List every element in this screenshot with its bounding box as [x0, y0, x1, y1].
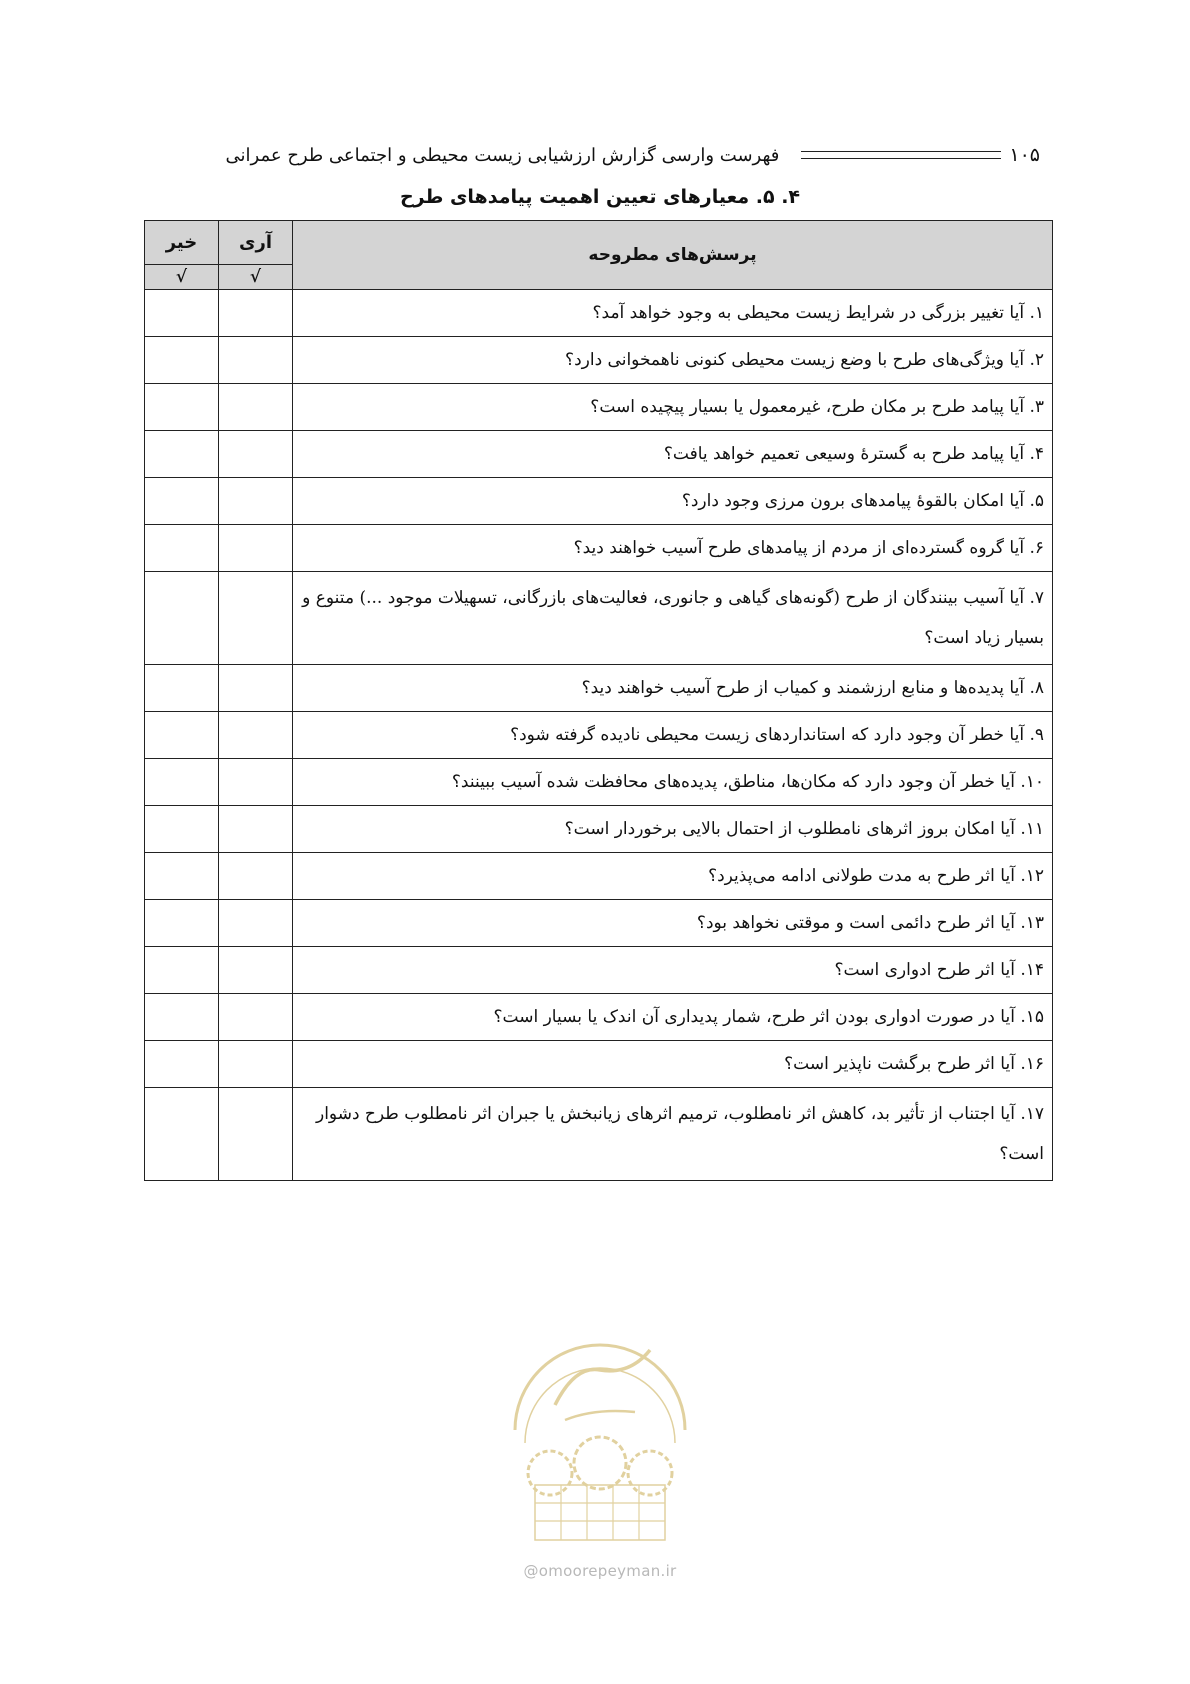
no-answer-cell[interactable]	[145, 478, 219, 525]
yes-answer-cell[interactable]	[219, 525, 293, 572]
section-title: ۴. ۵. معیارهای تعیین اهمیت پیامدهای طرح	[399, 186, 801, 208]
yes-answer-cell[interactable]	[219, 1041, 293, 1088]
yes-answer-cell[interactable]	[219, 384, 293, 431]
question-text: ۴. آیا پیامد طرح به گسترۀ وسیعی تعمیم خواهد یافت؟	[293, 431, 1053, 478]
page-number: ۱۰۵	[1009, 144, 1040, 166]
no-header: خیر	[145, 221, 219, 265]
question-text: ۱۶. آیا اثر طرح برگشت ناپذیر است؟	[293, 1041, 1053, 1088]
no-check-mark: √	[145, 264, 219, 289]
yes-header: آری	[219, 221, 293, 265]
question-text: ۱۳. آیا اثر طرح دائمی است و موقتی نخواهد بود؟	[293, 900, 1053, 947]
no-answer-cell[interactable]	[145, 806, 219, 853]
yes-answer-cell[interactable]	[219, 712, 293, 759]
no-answer-cell[interactable]	[145, 384, 219, 431]
yes-answer-cell[interactable]	[219, 572, 293, 665]
yes-answer-cell[interactable]	[219, 665, 293, 712]
table-row	[145, 478, 1053, 525]
table-row	[145, 665, 1053, 712]
omoorepeyman-logo-watermark	[495, 1325, 705, 1555]
yes-answer-cell[interactable]	[219, 290, 293, 337]
no-answer-cell[interactable]	[145, 572, 219, 665]
no-answer-cell[interactable]	[145, 1088, 219, 1181]
yes-answer-cell[interactable]	[219, 947, 293, 994]
no-answer-cell[interactable]	[145, 431, 219, 478]
yes-answer-cell[interactable]	[219, 431, 293, 478]
no-answer-cell[interactable]	[145, 1041, 219, 1088]
yes-answer-cell[interactable]	[219, 1088, 293, 1181]
header-rule	[801, 151, 1001, 159]
page-header	[160, 140, 1040, 170]
yes-answer-cell[interactable]	[219, 900, 293, 947]
running-title: فهرست وارسی گزارش ارزشیابی زیست محیطی و اجتماعی طرح عمرانی	[225, 144, 780, 166]
no-answer-cell[interactable]	[145, 712, 219, 759]
table-row	[145, 525, 1053, 572]
question-text: ۱۱. آیا امکان بروز اثرهای نامطلوب از احتمال بالایی برخوردار است؟	[293, 806, 1053, 853]
no-answer-cell[interactable]	[145, 525, 219, 572]
no-answer-cell[interactable]	[145, 947, 219, 994]
no-answer-cell[interactable]	[145, 337, 219, 384]
table-row	[145, 947, 1053, 994]
table-row	[145, 290, 1053, 337]
no-answer-cell[interactable]	[145, 759, 219, 806]
table-row	[145, 806, 1053, 853]
question-text: ۷. آیا آسیب بینندگان از طرح (گونه‌های گیاهی و جانوری، فعالیت‌های بازرگانی، تسهیلات موجود ...) متنوع و بسیار زیاد است؟	[293, 572, 1053, 665]
question-text: ۲. آیا ویژگی‌های طرح با وضع زیست محیطی کنونی ناهمخوانی دارد؟	[293, 337, 1053, 384]
table-row	[145, 431, 1053, 478]
table-row	[145, 994, 1053, 1041]
no-answer-cell[interactable]	[145, 853, 219, 900]
question-text: ۳. آیا پیامد طرح بر مکان طرح، غیرمعمول یا بسیار پیچیده است؟	[293, 384, 1053, 431]
question-rows	[145, 290, 1053, 1181]
no-answer-cell[interactable]	[145, 900, 219, 947]
table-row	[145, 1088, 1053, 1181]
yes-answer-cell[interactable]	[219, 337, 293, 384]
checklist-table	[144, 220, 1053, 1181]
table-row	[145, 759, 1053, 806]
no-answer-cell[interactable]	[145, 665, 219, 712]
table-row	[145, 853, 1053, 900]
table-row	[145, 712, 1053, 759]
question-text: ۱۵. آیا در صورت ادواری بودن اثر طرح، شمار پدیداری آن اندک یا بسیار است؟	[293, 994, 1053, 1041]
table-row	[145, 572, 1053, 665]
question-text: ۱۴. آیا اثر طرح ادواری است؟	[293, 947, 1053, 994]
question-text: ۱۷. آیا اجتناب از تأثیر بد، کاهش اثر نامطلوب، ترمیم اثرهای زیانبخش یا جبران اثر نامطلوب طرح دشوار است؟	[293, 1088, 1053, 1181]
question-text: ۵. آیا امکان بالقوۀ پیامدهای برون مرزی وجود دارد؟	[293, 478, 1053, 525]
question-text: ۸. آیا پدیده‌ها و منابع ارزشمند و کمیاب از طرح آسیب خواهند دید؟	[293, 665, 1053, 712]
question-text: ۶. آیا گروه گسترده‌ای از مردم از پیامدهای طرح آسیب خواهند دید؟	[293, 525, 1053, 572]
table-row	[145, 1041, 1053, 1088]
questions-header: پرسش‌های مطروحه	[293, 221, 1053, 290]
yes-answer-cell[interactable]	[219, 853, 293, 900]
no-answer-cell[interactable]	[145, 994, 219, 1041]
question-text: ۱. آیا تغییر بزرگی در شرایط زیست محیطی به وجود خواهد آمد؟	[293, 290, 1053, 337]
yes-check-mark: √	[219, 264, 293, 289]
table-row	[145, 900, 1053, 947]
yes-answer-cell[interactable]	[219, 806, 293, 853]
yes-answer-cell[interactable]	[219, 759, 293, 806]
no-answer-cell[interactable]	[145, 290, 219, 337]
watermark-url: @omoorepeyman.ir	[523, 1562, 677, 1580]
table-row	[145, 337, 1053, 384]
question-text: ۱۲. آیا اثر طرح به مدت طولانی ادامه می‌پذیرد؟	[293, 853, 1053, 900]
question-text: ۱۰. آیا خطر آن وجود دارد که مکان‌ها، مناطق، پدیده‌های محافظت شده آسیب ببینند؟	[293, 759, 1053, 806]
yes-answer-cell[interactable]	[219, 994, 293, 1041]
yes-answer-cell[interactable]	[219, 478, 293, 525]
question-text: ۹. آیا خطر آن وجود دارد که استانداردهای زیست محیطی نادیده گرفته شود؟	[293, 712, 1053, 759]
table-row	[145, 384, 1053, 431]
